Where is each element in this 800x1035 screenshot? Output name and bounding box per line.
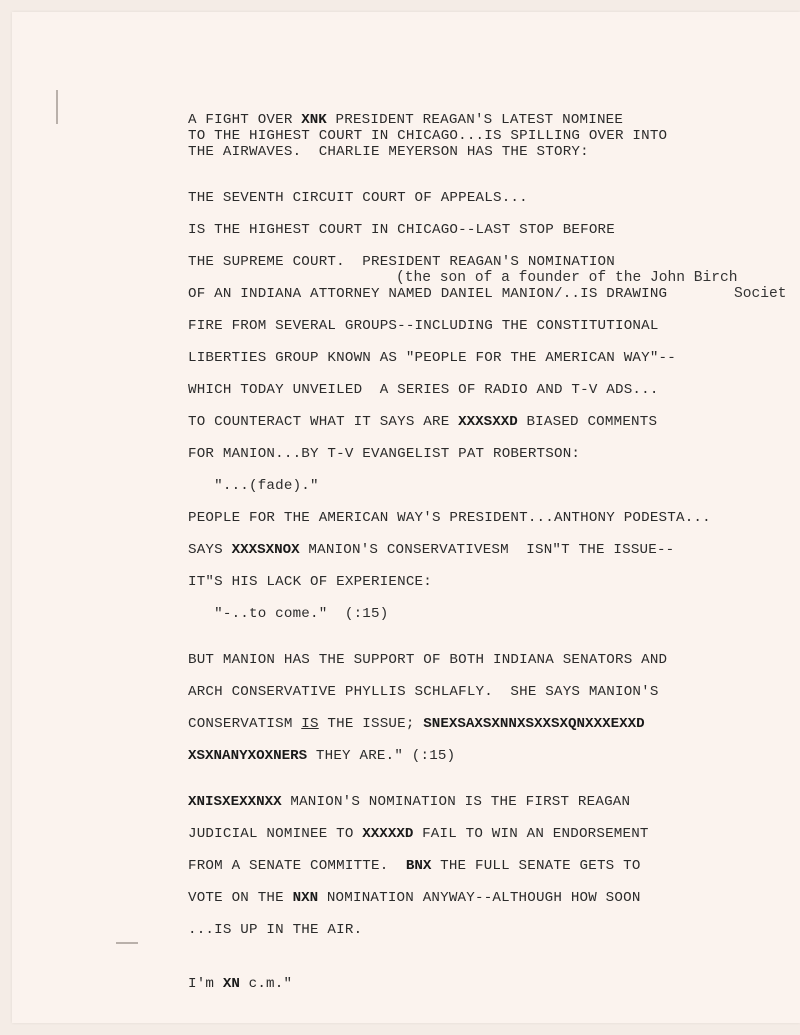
struck-text: BNX <box>405 858 432 874</box>
struck-text: SNEXSAXSXNNXSXXSXQNXXXEXXD <box>423 716 645 732</box>
struck-text: XXXSXNOX <box>231 542 300 558</box>
body-line-13: IT"S HIS LACK OF EXPERIENCE: <box>188 574 432 590</box>
body-line-10: "...(fade)." <box>188 478 319 494</box>
body3-line-5: ...IS UP IN THE AIR. <box>188 922 363 938</box>
intro-line-3: THE AIRWAVES. CHARLIE MEYERSON HAS THE STORY: <box>188 144 589 160</box>
body-line-2: IS THE HIGHEST COURT IN CHICAGO--LAST STOP BEFORE <box>188 222 615 238</box>
body3-line-4: VOTE ON THE NXN NOMINATION ANYWAY--ALTHOUGH HOW SOON <box>188 890 641 906</box>
body-line-9: FOR MANION...BY T-V EVANGELIST PAT ROBERTSON: <box>188 446 581 462</box>
body-line-7: WHICH TODAY UNVEILED A SERIES OF RADIO AND T-V ADS... <box>188 382 659 398</box>
body3-line-1: XNISXEXXNXX MANION'S NOMINATION IS THE FIRST REAGAN <box>188 794 631 810</box>
body-line-5: FIRE FROM SEVERAL GROUPS--INCLUDING THE CONSTITUTIONAL <box>188 318 659 334</box>
struck-text: XXXXXD <box>362 826 414 842</box>
struck-text: XNK <box>301 112 327 128</box>
body2-line-2: ARCH CONSERVATIVE PHYLLIS SCHLAFLY. SHE SAYS MANION'S <box>188 684 659 700</box>
paper-mark <box>56 90 58 124</box>
body-line-11: PEOPLE FOR THE AMERICAN WAY'S PRESIDENT...ANTHONY PODESTA... <box>188 510 711 526</box>
typewritten-page <box>12 12 800 1023</box>
intro-line-2: TO THE HIGHEST COURT IN CHICAGO...IS SPILLING OVER INTO <box>188 128 668 144</box>
intro-line-1: A FIGHT OVER XNK PRESIDENT REAGAN'S LATEST NOMINEE <box>188 112 624 128</box>
body-line-14: "-..to come." (:15) <box>188 606 389 622</box>
struck-text: XN <box>222 976 240 992</box>
body3-line-2: JUDICIAL NOMINEE TO XXXXXD FAIL TO WIN AN ENDORSEMENT <box>188 826 649 842</box>
paper-mark <box>116 942 138 944</box>
struck-text: XXXSXXD <box>458 414 518 430</box>
body-line-6: LIBERTIES GROUP KNOWN AS "PEOPLE FOR THE AMERICAN WAY"-- <box>188 350 676 366</box>
body2-line-3: CONSERVATISM IS THE ISSUE; SNEXSAXSXNNXSXXSXQNXXXEXXD <box>188 716 645 732</box>
signoff-line: I'm XN c.m." <box>188 976 293 992</box>
body-line-12: SAYS XXXSXNOX MANION'S CONSERVATIVESM ISN"T THE ISSUE-- <box>188 542 675 558</box>
body-line-4: OF AN INDIANA ATTORNEY NAMED DANIEL MANION/..IS DRAWING <box>188 286 668 302</box>
struck-text: NXN <box>292 890 319 906</box>
handwritten-insert-line-1: (the son of a founder of the John Birch <box>396 270 738 286</box>
body2-line-4: XSXNANYXOXNERS THEY ARE." (:15) <box>188 748 456 764</box>
body3-line-3: FROM A SENATE COMMITTE. BNX THE FULL SENATE GETS TO <box>188 858 641 874</box>
struck-text: XNISXEXXNXX <box>188 794 282 810</box>
body-line-3: THE SUPREME COURT. PRESIDENT REAGAN'S NOMINATION <box>188 254 615 270</box>
struck-text: XSXNANYXOXNERS <box>188 748 308 764</box>
body-line-8: TO COUNTERACT WHAT IT SAYS ARE XXXSXXD BIASED COMMENTS <box>188 414 658 430</box>
underlined-text: IS <box>301 716 319 732</box>
body2-line-1: BUT MANION HAS THE SUPPORT OF BOTH INDIANA SENATORS AND <box>188 652 668 668</box>
body-line-1: THE SEVENTH CIRCUIT COURT OF APPEALS... <box>188 190 528 206</box>
handwritten-insert-line-2: Societ <box>734 286 787 302</box>
